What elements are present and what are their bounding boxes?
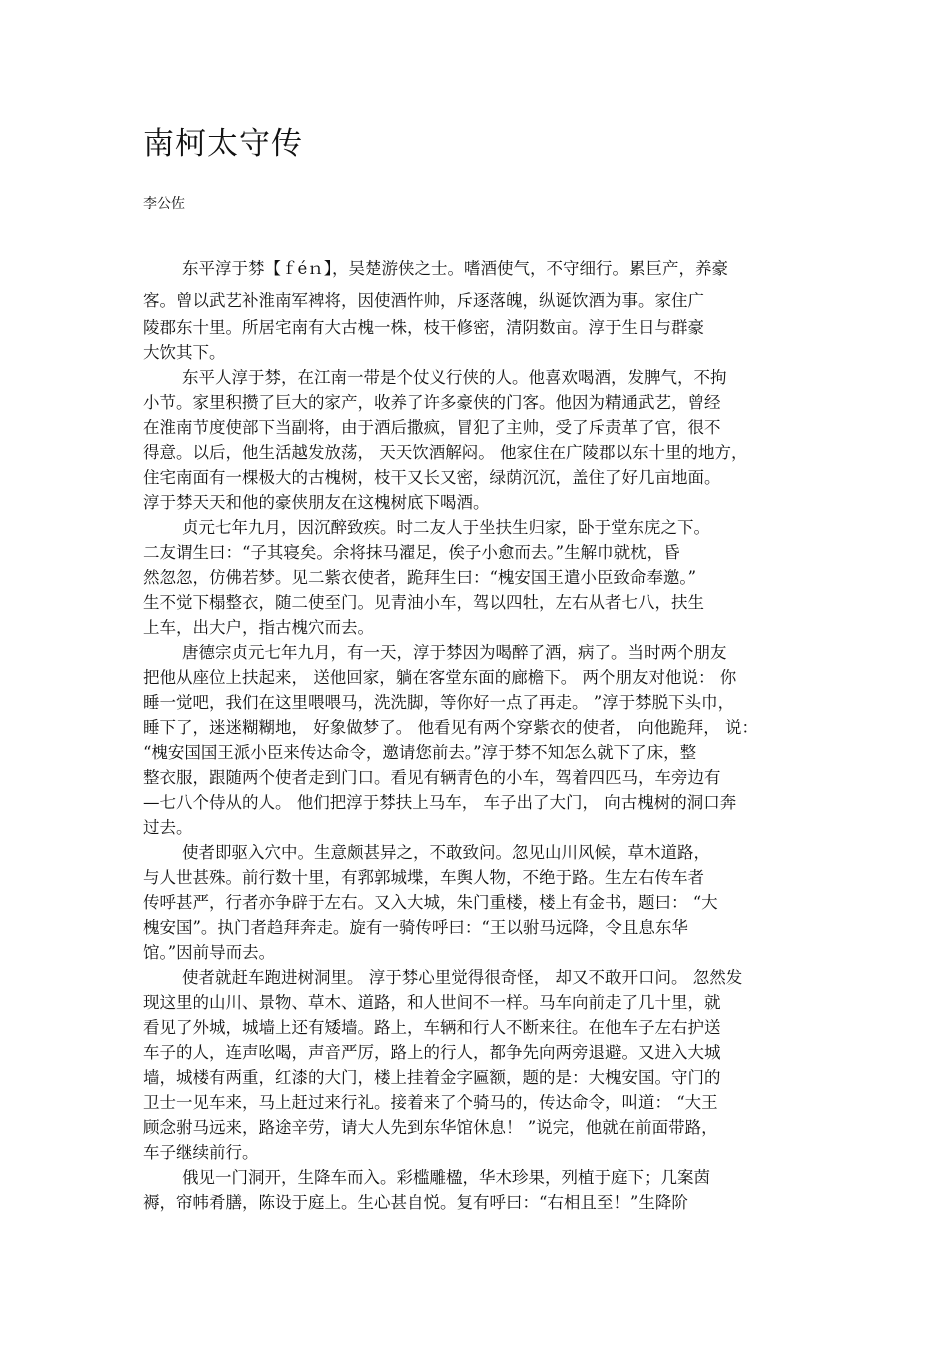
text-line: 东平人淳于棼，在江南一带是个仗义行侠的人。他喜欢喝酒，发脾气，不拘 <box>182 368 727 387</box>
text-line: 贞元七年九月，因沉醉致疾。时二友人于坐扶生归家，卧于堂东庑之下。 <box>182 518 710 537</box>
text-line: 看见了外城，城墙上还有矮墙。路上，车辆和行人不断来往。在他车子左右护送 <box>143 1018 721 1037</box>
text-line: 睡下了，迷迷糊糊地， 好象做梦了。 他看见有两个穿紫衣的使者， 向他跪拜， 说： <box>143 718 758 737</box>
text-line: 陵郡东十里。所居宅南有大古槐一株，枝干修密，清阴数亩。淳于生日与群豪 <box>143 318 704 337</box>
text-line: 上车，出大户，指古槐穴而去。 <box>143 618 374 637</box>
text-line: 与人世甚殊。前行数十里，有郛郭城堞，车舆人物，不绝于路。生左右传车者 <box>143 868 704 887</box>
text-line: —七八个侍从的人。 他们把淳于棼扶上马车， 车子出了大门， 向古槐树的洞口奔 <box>143 793 737 812</box>
text-line: 整衣服，跟随两个使者走到门口。看见有辆青色的小车，驾着四匹马，车旁边有 <box>143 768 721 787</box>
text-line: 槐安国”。执门者趋拜奔走。旋有一骑传呼曰：“王以驸马远降，令且息东华 <box>143 918 688 937</box>
text-line: 顾念驸马远来，路途辛劳，请大人先到东华馆休息！ ”说完，他就在前面带路， <box>143 1118 718 1137</box>
text-line: 淳于棼天天和他的豪侠朋友在这槐树底下喝酒。 <box>143 493 490 512</box>
text-line: 客。曾以武艺补淮南军裨将，因使酒忤帅，斥逐落魄，纵诞饮酒为事。家住广 <box>143 291 704 310</box>
text-line: 俄见一门洞开，生降车而入。彩槛雕楹，华木珍果，列植于庭下；几案茵 <box>182 1168 710 1187</box>
text-line: 使者即驱入穴中。生意颇甚异之，不敢致问。忽见山川风候，草木道路， <box>182 843 710 862</box>
text-line: 把他从座位上扶起来， 送他回家，躺在客堂东面的廊檐下。 两个朋友对他说： 你 <box>143 668 737 687</box>
text-line: 现这里的山川、景物、草木、道路，和人世间不一样。马车向前走了几十里，就 <box>143 993 721 1012</box>
text-line: 过去。 <box>143 818 193 837</box>
text-line: 得意。以后，他生活越发放荡， 天天饮酒解闷。 他家住在广陵郡以东十里的地方， <box>143 443 748 462</box>
text-line: 睡一觉吧，我们在这里喂喂马，洗洗脚，等你好一点了再走。 ”淳于棼脱下头巾， <box>143 693 735 712</box>
text-line: 在淮南节度使部下当副将，由于酒后撒疯，冒犯了主帅，受了斥责革了官，很不 <box>143 418 721 437</box>
text-line: 使者就赶车跑进树洞里。 淳于棼心里觉得很奇怪， 却又不敢开口问。 忽然发 <box>182 968 743 987</box>
text-line: 东平淳于棼【ｆéｎ】，吴楚游侠之士。嗜酒使气，不守细行。累巨产，养豪 <box>182 259 729 278</box>
text-line: 住宅南面有一棵极大的古槐树，枝干又长又密，绿荫沉沉，盖住了好几亩地面。 <box>143 468 721 487</box>
text-line: 墙，城楼有两重，红漆的大门，楼上挂着金字匾额，题的是：大槐安国。守门的 <box>143 1068 721 1087</box>
text-line: 大饮其下。 <box>143 343 226 362</box>
text-line: 卫士一见车来，马上赶过来行礼。接着来了个骑马的，传达命令，叫道： “大王 <box>143 1093 718 1112</box>
text-line: 小节。家里积攒了巨大的家产，收养了许多豪侠的门客。他因为精通武艺，曾经 <box>143 393 721 412</box>
text-line: “槐安国国王派小臣来传达命令，邀请您前去。”淳于棼不知怎么就下了床，整 <box>143 743 697 762</box>
document-author: 李公佐 <box>143 196 185 212</box>
text-line: 生不觉下榻整衣，随二使至门。见青油小车，驾以四牡，左右从者七八，扶生 <box>143 593 704 612</box>
document-title: 南柯太守传 <box>143 126 303 162</box>
text-line: 传呼甚严，行者亦争辟于左右。又入大城，朱门重楼，楼上有金书，题曰： “大 <box>143 893 718 912</box>
text-line: 然忽忽，仿佛若梦。见二紫衣使者，跪拜生曰：“槐安国王遣小臣致命奉邀。” <box>143 568 697 587</box>
text-line: 馆。”因前导而去。 <box>143 943 276 962</box>
text-line: 唐德宗贞元七年九月，有一天，淳于棼因为喝醉了酒，病了。当时两个朋友 <box>182 643 727 662</box>
text-line: 车子的人，连声吆喝，声音严厉，路上的行人，都争先向两旁退避。又进入大城 <box>143 1043 721 1062</box>
text-line: 二友谓生曰：“子其寝矣。余将抹马濯足，俟子小愈而去。”生解巾就枕，昏 <box>143 543 680 562</box>
text-line: 褥，帘帏肴膳，陈设于庭上。生心甚自悦。复有呼曰：“右相且至！”生降阶 <box>143 1193 688 1212</box>
text-line: 车子继续前行。 <box>143 1143 259 1162</box>
